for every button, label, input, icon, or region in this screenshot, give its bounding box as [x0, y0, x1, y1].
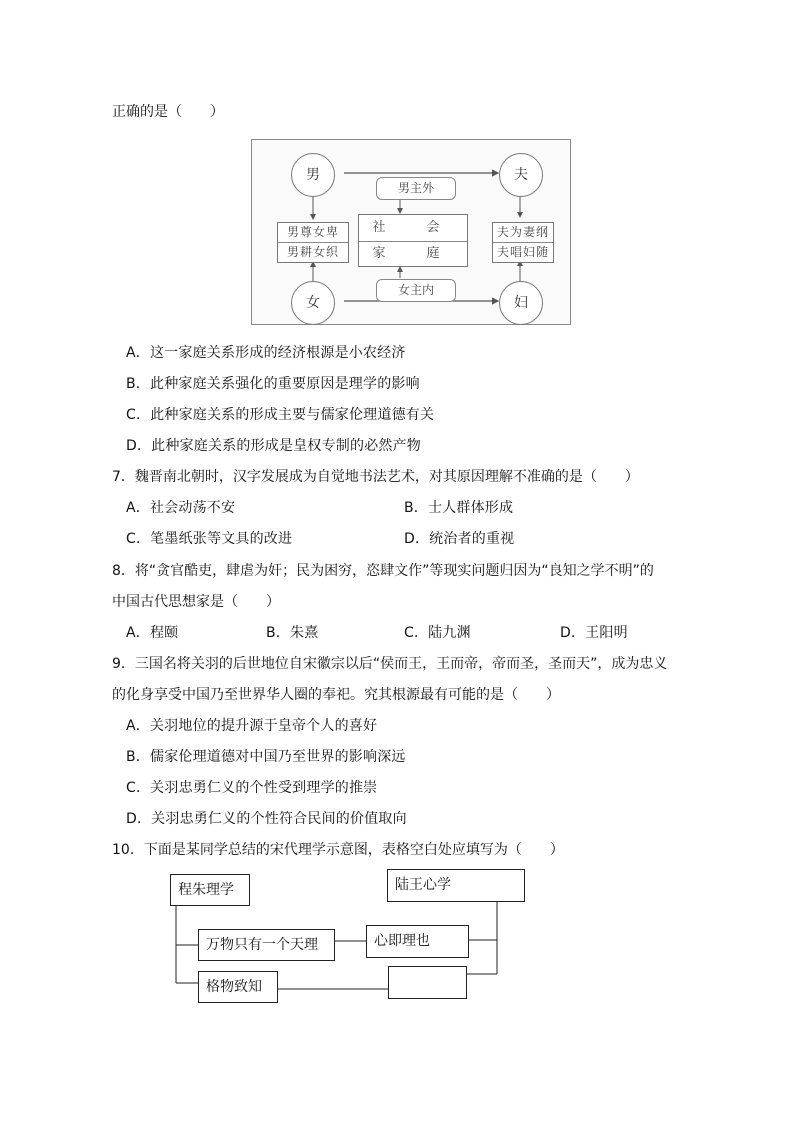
society-label: 社 会	[372, 220, 454, 235]
male-circle: 男	[291, 153, 335, 197]
tianli-box: 万物只有一个天理	[198, 929, 335, 961]
lu-wang-box: 陆王心学	[387, 869, 525, 902]
q6-option-c: C．此种家庭关系的形成主要与儒家伦理道德有关	[126, 407, 435, 423]
q8-stem-line1: 8．将“贪官酷吏，肆虐为奸；民为困穷，恣肆文作”等现实问题归因为“良知之学不明”的	[112, 563, 654, 579]
q9-stem-line2: 的化身享受中国乃至世界华人圈的奉祀。究其根源最有可能的是（ ）	[112, 687, 560, 703]
q7-option-d: D．统治者的重视	[404, 531, 515, 547]
q7-option-b: B．士人群体形成	[404, 500, 514, 516]
q8-option-a: A．程颐	[126, 625, 179, 641]
q9-stem-line1: 9．三国名将关羽的后世地位自宋徽宗以后“侯而王，王而帝，帝而圣，圣而天”，成为忠义	[112, 656, 668, 672]
right-value-item: 夫唱妇随	[493, 242, 553, 262]
husband-circle: 夫	[499, 153, 543, 197]
q8-option-b: B．朱熹	[266, 625, 319, 641]
q8-option-c: C．陆九渊	[404, 625, 471, 641]
q7-option-a: A．社会动荡不安	[126, 500, 236, 516]
wife-circle: 妇	[499, 281, 543, 325]
q6-option-d: D．此种家庭关系的形成是皇权专制的必然产物	[126, 438, 421, 454]
blank-answer-box	[388, 966, 467, 999]
cheng-zhu-box: 程朱理学	[170, 874, 250, 906]
q6-option-a: A．这一家庭关系形成的经济根源是小农经济	[126, 345, 406, 361]
q10-stem: 10．下面是某同学总结的宋代理学示意图，表格空白处应填写为（ ）	[112, 842, 564, 858]
question-continuation: 正确的是（ ）	[112, 104, 224, 120]
q8-option-d: D．王阳明	[560, 625, 628, 641]
q7-stem: 7．魏晋南北朝时，汉字发展成为自觉地书法艺术，对其原因理解不准确的是（ ）	[112, 469, 639, 485]
gewu-box: 格物致知	[198, 971, 278, 1003]
women-inside-label: 女主内	[376, 279, 456, 302]
q9-option-d: D．关羽忠勇仁义的个性符合民间的价值取向	[126, 811, 407, 827]
right-value-item: 夫为妻纲	[496, 225, 549, 239]
q7-option-c: C．笔墨纸张等文具的改进	[126, 531, 293, 547]
left-value-item: 男耕女织	[278, 242, 348, 262]
left-value-item: 男尊女卑	[286, 225, 339, 239]
female-circle: 女	[291, 281, 335, 325]
xin-ji-li-box: 心即理也	[366, 925, 469, 958]
q6-option-b: B．此种家庭关系强化的重要原因是理学的影响	[126, 376, 420, 392]
q9-option-a: A．关羽地位的提升源于皇帝个人的喜好	[126, 718, 378, 734]
q9-option-c: C．关羽忠勇仁义的个性受到理学的推崇	[126, 780, 378, 796]
q8-stem-line2: 中国古代思想家是（ ）	[112, 594, 280, 610]
q9-option-b: B．儒家伦理道德对中国乃至世界的影响深远	[126, 749, 406, 765]
men-outside-label: 男主外	[376, 177, 456, 200]
family-label: 家 庭	[359, 241, 467, 266]
